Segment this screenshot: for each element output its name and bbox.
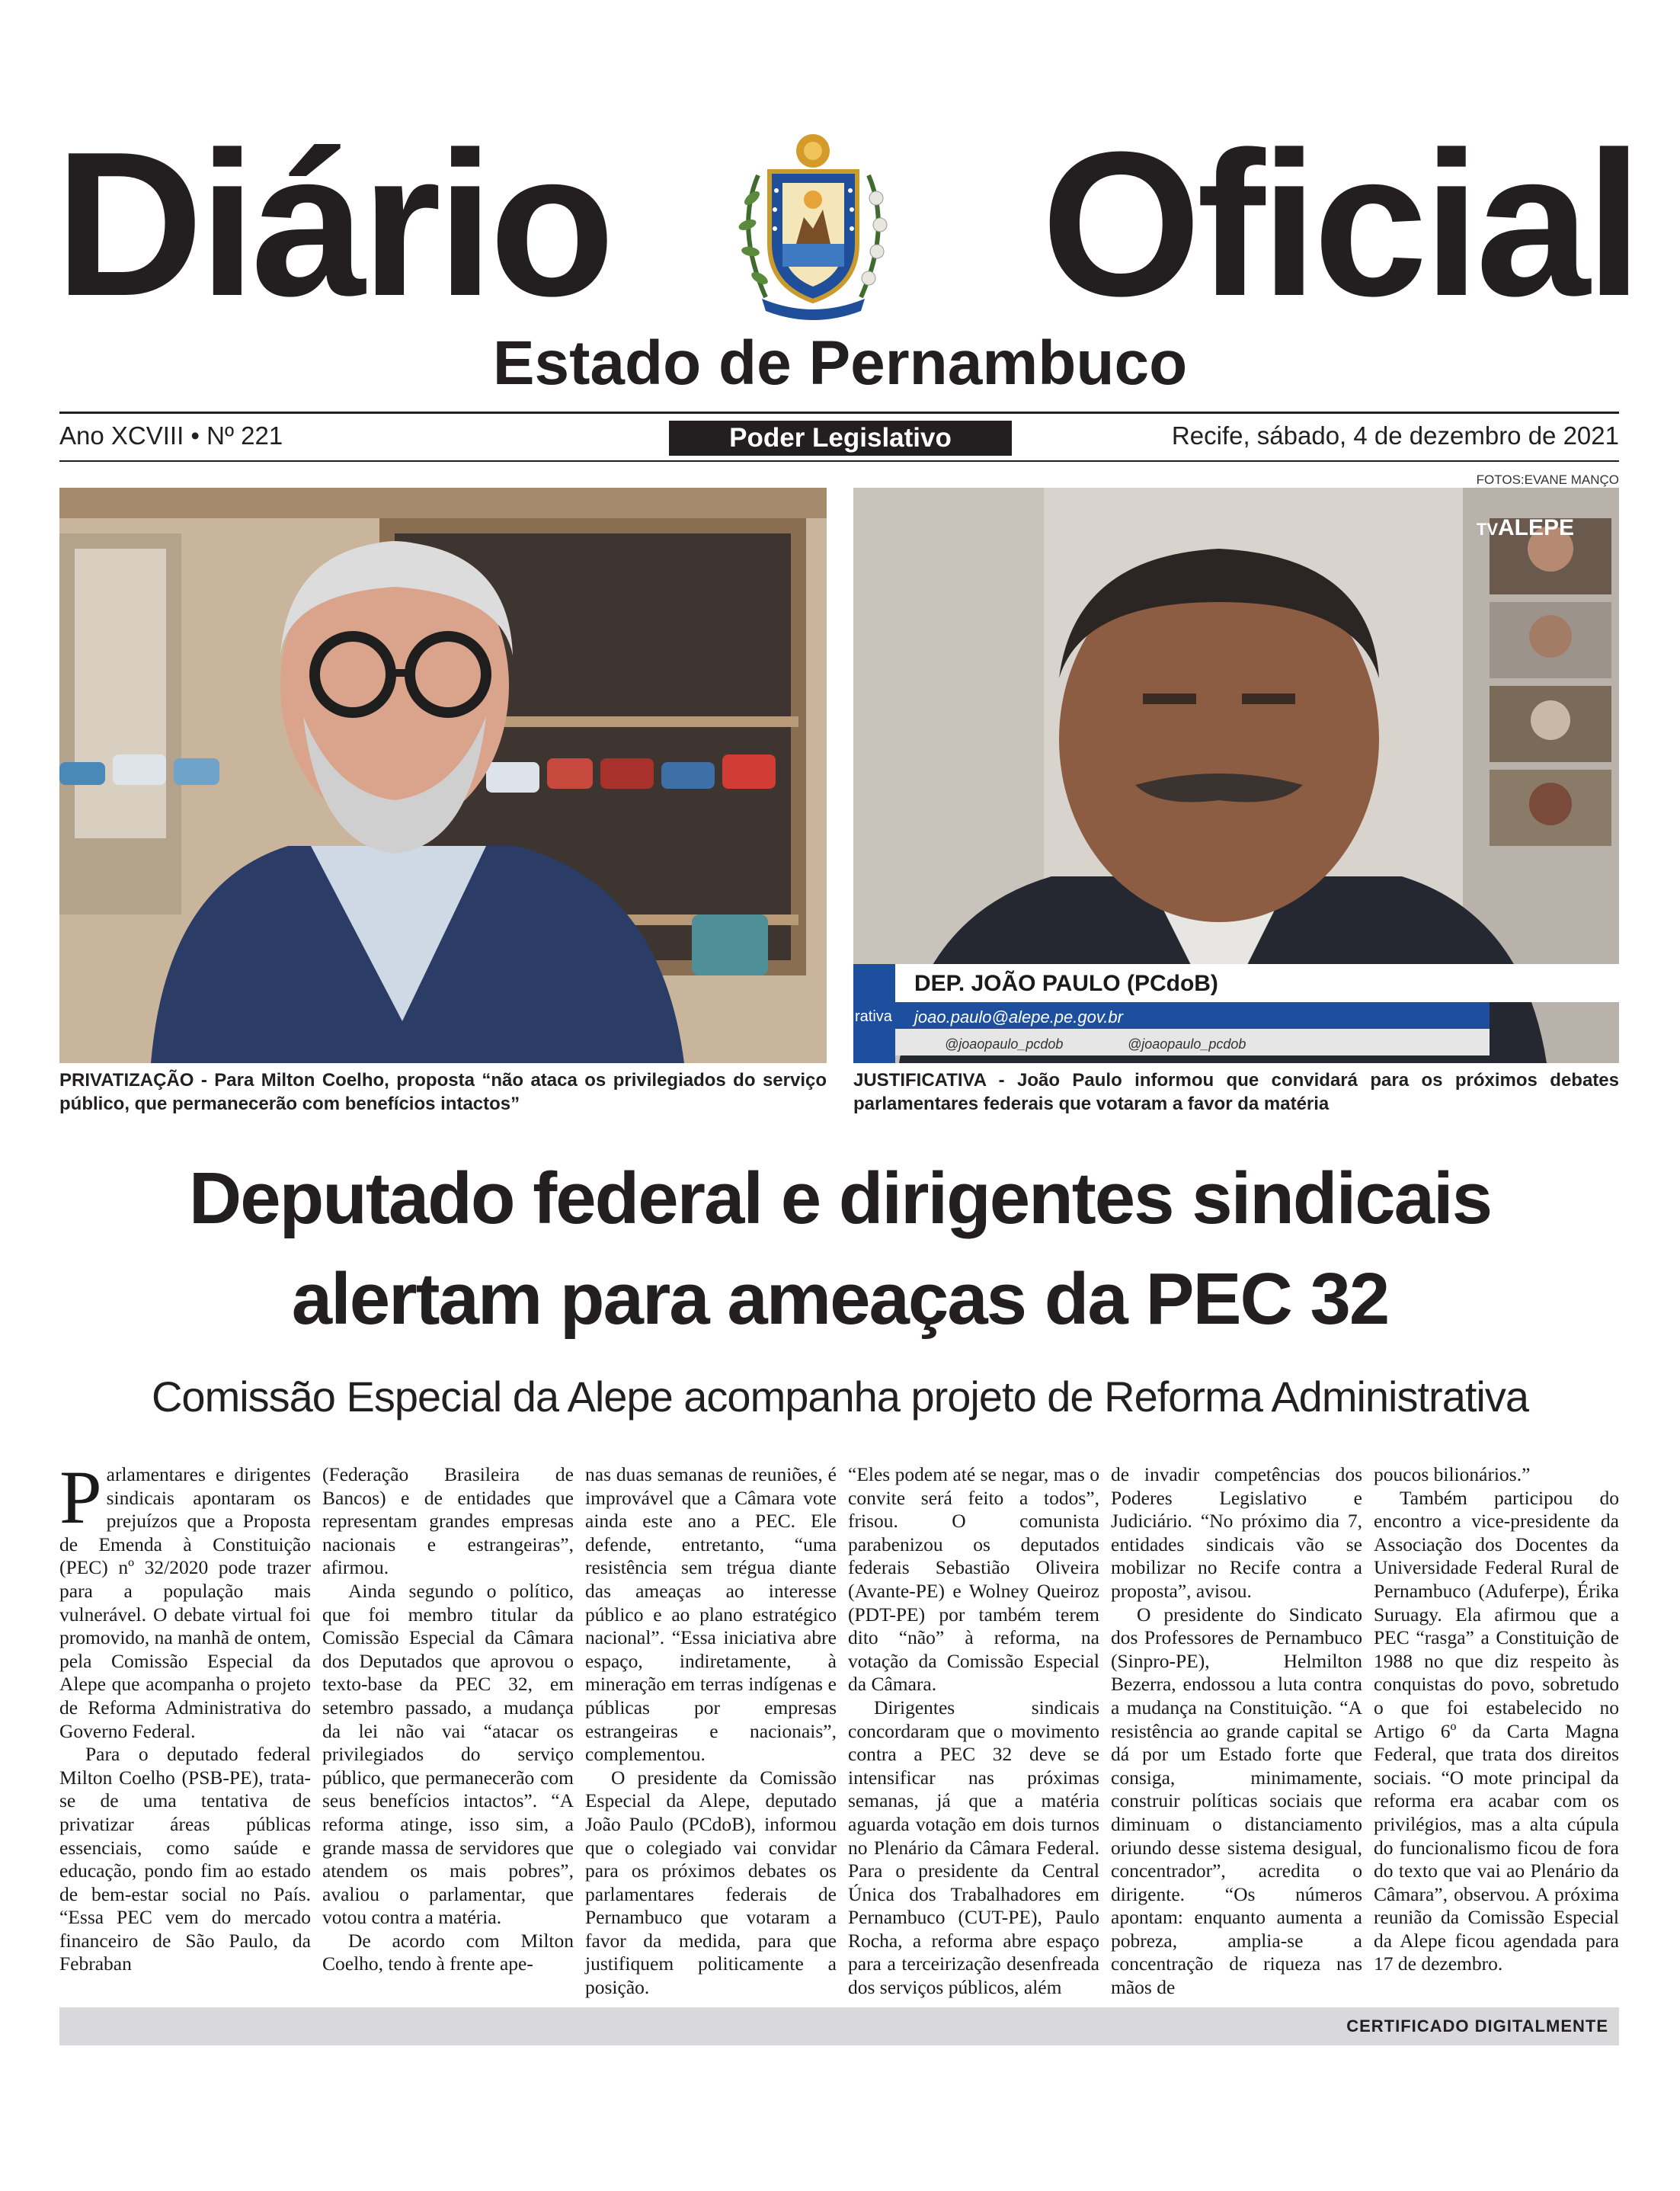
article-column-2 bbox=[322, 1463, 574, 1976]
masthead-rule-bottom bbox=[59, 460, 1619, 462]
photo-caption-right: JUSTIFICATIVA - João Paulo informou que convidará para os próximos debates parlamentares federais que votaram a favor da matéria bbox=[853, 1070, 1619, 1114]
article-col3-para: O presidente da Comissão Especial da Alepe, deputado João Paulo (PCdoB), informou que o colegiado vai convidar para os próximos debates os parlamentares federais de Pernambuco que votaram a favor da medida, para que justifiquem politicamente a posição. bbox=[585, 1766, 837, 1999]
dateline: Recife, sábado, 4 de dezembro de 2021 bbox=[1171, 421, 1619, 450]
issue-number: Ano XCVIII • Nº 221 bbox=[59, 421, 283, 450]
article-col2-para: Ainda segundo o político, que foi membro titular da Comissão Especial da Câmara dos Deputados que aprovou o texto-base da PEC 32, em setembro passado, a mudança da lei não vai “atacar os privilegiados do serviço público, que permanecerão com seus benefícios intactos”. “A reforma atinge, isso sim, a grande massa de servidores que atendem os mais pobres”, avaliou o parlamentar, que votou contra a matéria. bbox=[322, 1579, 574, 1929]
lower-third-email: joao.paulo@alepe.pe.gov.br bbox=[914, 1007, 1123, 1027]
lower-third-social-1: @joaopaulo_pcdob bbox=[945, 1036, 1064, 1052]
lower-third-social-2: @joaopaulo_pcdob bbox=[1128, 1036, 1246, 1052]
photo-joao-paulo bbox=[853, 488, 1619, 1063]
masthead-title-left: Diário bbox=[55, 110, 611, 339]
article-col1-para: Para o deputado federal Milton Coelho (PSB-PE), trata-se de uma tentativa de privatizar áreas públicas essenciais, como saúde e educação, pondo fim ao estado de bem-estar social no País. “Essa PEC vem do mercado financeiro de São Paulo, da Febraban bbox=[59, 1743, 311, 1975]
article-col4-para: “Eles podem até se negar, mas o convite será feito a todos”, frisou. O comunista parabenizou os deputados federais Sebastião Oliveira (Avante-PE) e Wolney Queiroz (PDT-PE) por também terem dito “não” à reforma, na votação da Comissão Especial da Câmara. bbox=[848, 1463, 1099, 1696]
article-column-1 bbox=[59, 1455, 312, 1976]
article-col3-para: nas duas semanas de reuniões, é improvável que a Câmara vote ainda este ano a PEC. Ele defende, entretanto, “uma resistência sem trégua diante das ameaças ao interesse público e ao plano estratégico nacional”. “Essa iniciativa abre espaço, indiretamente, à mineração em terras indígenas e públicas por empresas estrangeiras e nacionais”, complementou. bbox=[585, 1463, 837, 1766]
article-col6-para: Também participou do encontro a vice-presidente da Associação dos Docentes da Universidade Federal Rural de Pernambuco (Aduferpe), Érika Suruagy. Ela afirmou que a PEC “rasga” a Constituição de 1988 no que diz respeito às conquistas do povo, sobretudo o que foi estabelecido no Artigo 6º da Carta Magna Federal, que trata dos direitos sociais. “O mote principal da reforma era acabar com os privilégios, mas a alta cúpula do funcionalismo ficou de fora do texto que vai ao Plenário da Câmara”, observou. A próxima reunião da Comissão Especial da Alepe ficou agendada para 17 de dezembro. bbox=[1374, 1486, 1619, 1975]
article-col5-para: de invadir competências dos Poderes Legislativo e Judiciário. “No próximo dia 7, entidades sindicais vão se mobilizar no Recife contra a proposta”, avisou. bbox=[1111, 1463, 1362, 1602]
tv-logo-prefix: TV bbox=[1477, 520, 1499, 539]
article-col6-para: poucos bilionários.” bbox=[1374, 1463, 1531, 1485]
headline-line-1: Deputado federal e dirigentes sindicais bbox=[188, 1158, 1492, 1239]
article-deck: Comissão Especial da Alepe acompanha projeto de Reforma Administrativa bbox=[151, 1373, 1528, 1421]
tv-logo: ALEPE bbox=[1498, 515, 1575, 540]
article-col4-para: Dirigentes sindicais concordaram que o movimento contra a PEC 32 deve se intensificar nas próximas semanas, já que a matéria aguarda votação em dois turnos no Plenário da Câmara Federal. Para o presidente da Central Única dos Trabalhadores em Pernambuco (CUT-PE), Paulo Rocha, a reforma abre espaço para a terceirização desenfreada dos serviços públicos, além bbox=[848, 1696, 1099, 1999]
article-column-4 bbox=[848, 1463, 1099, 2000]
article-col2-para: (Federação Brasileira de Bancos) e de entidades que representam grandes empresas nacionais e estrangeiras”, afirmou. bbox=[322, 1463, 574, 1579]
headline-line-2: alertam para ameaças da PEC 32 bbox=[291, 1258, 1389, 1340]
masthead-title-right: Oficial bbox=[1041, 110, 1638, 339]
masthead-rule-top bbox=[59, 412, 1619, 414]
article-col1-para: Parlamentares e dirigentes sindicais apontaram os prejuízos que a Proposta de Emenda à Constituição (PEC) nº 32/2020 pode trazer para a população mais vulnerável. O debate virtual foi promovido, na manhã de ontem, pela Comissão Especial da Alepe que acompanha o projeto de Reforma Administrativa do Governo Federal. bbox=[59, 1455, 312, 1742]
masthead-subtitle: Estado de Pernambuco bbox=[492, 328, 1188, 398]
section-label: Poder Legislativo bbox=[669, 421, 1012, 456]
certified-label: CERTIFICADO DIGITALMENTE bbox=[1346, 2016, 1608, 2036]
photo-milton-coelho-illustration bbox=[59, 488, 827, 1063]
photo-milton-coelho bbox=[59, 488, 827, 1063]
article-column-6 bbox=[1374, 1463, 1619, 1976]
article-col5-para: O presidente do Sindicato dos Professores de Pernambuco (Sinpro-PE), Helmilton Bezerra, endossou a luta contra a mudança na Constituição. “A resistência ao grande capital se dá por um Estado forte que consiga, minimamente, construir políticas sociais que diminuam o distanciamento oriundo desse sistema desigual, concentrador”, acredita o dirigente. “Os números apontam: enquanto aumenta a pobreza, amplia-se a concentração de riqueza nas mãos de bbox=[1111, 1603, 1362, 1999]
lower-third-name: DEP. JOÃO PAULO (PCdoB) bbox=[914, 971, 1218, 996]
article-column-5 bbox=[1111, 1463, 1362, 2000]
photo-caption-left: PRIVATIZAÇÃO - Para Milton Coelho, proposta “não ataca os privilegiados do serviço público, que permanecerão com benefícios intactos” bbox=[59, 1070, 827, 1114]
lower-third-tag: rativa bbox=[855, 1008, 892, 1025]
article-column-3 bbox=[585, 1463, 837, 2000]
article-col2-para: De acordo com Milton Coelho, tendo à frente ape- bbox=[322, 1929, 574, 1975]
pernambuco-coat-of-arms bbox=[728, 130, 899, 320]
photo-credit: FOTOS:EVANE MANÇO bbox=[1476, 472, 1619, 487]
footer-bar bbox=[59, 2007, 1619, 2045]
photo-joao-paulo-illustration bbox=[853, 488, 1619, 1063]
dropcap: P bbox=[59, 1455, 102, 1539]
